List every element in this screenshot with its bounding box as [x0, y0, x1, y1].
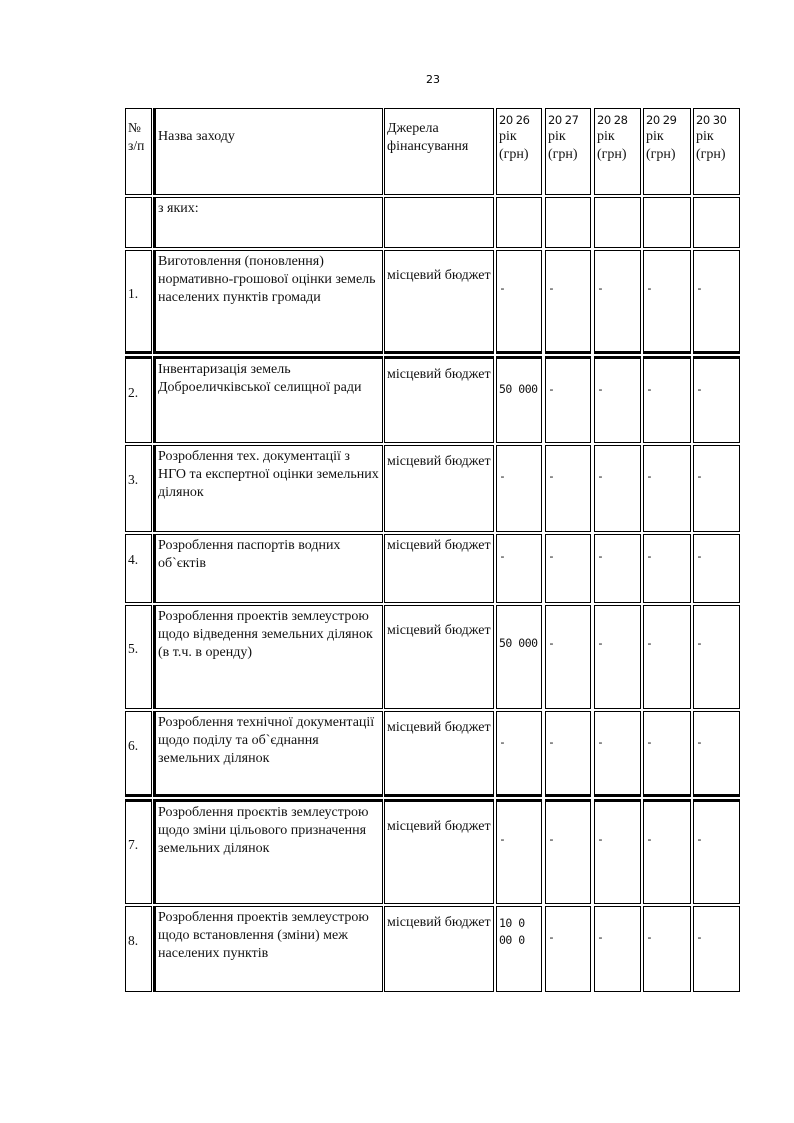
header-year-label: 20 26	[499, 113, 530, 127]
row-value: -	[548, 549, 555, 563]
row-source: місцевий бюджет	[387, 623, 491, 638]
row-value-cell	[545, 356, 591, 443]
row-value: -	[499, 549, 506, 563]
row-index: 5.	[128, 641, 139, 656]
row-index-cell	[125, 711, 152, 797]
header-year-label: 20 29	[646, 113, 677, 127]
row-source: місцевий бюджет	[387, 915, 491, 930]
row-value-cell	[545, 605, 591, 709]
row-name: Розроблення проектів землеустрою щодо відведення земельних ділянок (в т.ч. в оренду)	[158, 609, 373, 660]
row-value-cell	[693, 605, 740, 709]
row-name-cell	[153, 605, 383, 709]
subheader-label: з яких:	[158, 201, 199, 216]
row-value-cell	[496, 711, 542, 797]
row-value-cell	[693, 799, 740, 904]
row-value-cell	[545, 906, 591, 992]
row-name-cell	[153, 250, 383, 354]
row-value: -	[696, 281, 703, 295]
subheader-empty-cell	[693, 197, 740, 248]
row-index: 7.	[128, 837, 139, 852]
row-value: -	[597, 281, 604, 295]
row-source: місцевий бюджет	[387, 268, 491, 283]
header-year-cell	[545, 108, 591, 195]
page-number: 23	[426, 73, 440, 86]
row-value-cell	[643, 799, 691, 904]
header-year-cell	[496, 108, 542, 195]
header-name-label: Назва заходу	[158, 129, 235, 144]
row-value: -	[499, 469, 506, 483]
row-value-cell	[545, 250, 591, 354]
row-index-cell	[125, 906, 152, 992]
row-value-cell	[594, 605, 641, 709]
header-index-label: № з/п	[128, 120, 145, 153]
row-index: 2.	[128, 385, 139, 400]
row-value: -	[696, 735, 703, 749]
row-source-cell	[384, 356, 494, 443]
row-value: -	[548, 382, 555, 396]
row-value: -	[548, 636, 555, 650]
row-value-cell	[545, 445, 591, 532]
subheader-index-cell	[125, 197, 152, 248]
header-index-cell	[125, 108, 152, 195]
row-index-cell	[125, 356, 152, 443]
row-value: 10 0 00 0	[499, 916, 525, 947]
row-value-cell	[594, 534, 641, 603]
row-value: -	[548, 832, 555, 846]
header-source-cell	[384, 108, 494, 195]
row-source: місцевий бюджет	[387, 538, 491, 553]
header-year-unit-label: рік (грн)	[646, 129, 676, 162]
row-value-cell	[693, 534, 740, 603]
row-source-cell	[384, 799, 494, 904]
row-source: місцевий бюджет	[387, 454, 491, 469]
row-value-cell	[643, 605, 691, 709]
row-name: Розроблення тех. документації з НГО та експертної оцінки земельних ділянок	[158, 449, 379, 500]
row-value-cell	[545, 799, 591, 904]
row-value-cell	[643, 711, 691, 797]
row-index-cell	[125, 534, 152, 603]
subheader-empty-cell	[545, 197, 591, 248]
row-name-cell	[153, 534, 383, 603]
row-value: -	[597, 930, 604, 944]
row-value: -	[646, 549, 653, 563]
row-source-cell	[384, 250, 494, 354]
row-name: Розроблення паспортів водних об`єктів	[158, 538, 341, 571]
header-year-cell	[693, 108, 740, 195]
header-year-label: 20 27	[548, 113, 579, 127]
row-value: 50 000	[499, 382, 538, 396]
row-value: -	[597, 735, 604, 749]
row-value: -	[696, 832, 703, 846]
row-value-cell	[643, 534, 691, 603]
row-value-cell	[496, 906, 542, 992]
row-value-cell	[693, 250, 740, 354]
row-value: -	[548, 930, 555, 944]
header-year-label: 20 30	[696, 113, 727, 127]
row-index-cell	[125, 605, 152, 709]
subheader-empty-cell	[643, 197, 691, 248]
row-value: -	[646, 832, 653, 846]
row-value: -	[499, 281, 506, 295]
row-value-cell	[643, 445, 691, 532]
row-value-cell	[643, 356, 691, 443]
row-value-cell	[643, 906, 691, 992]
row-value: 50 000	[499, 636, 538, 650]
row-value: -	[696, 382, 703, 396]
row-value: -	[597, 382, 604, 396]
header-year-cell	[594, 108, 641, 195]
row-value: -	[499, 832, 506, 846]
row-source-cell	[384, 711, 494, 797]
row-value-cell	[496, 445, 542, 532]
row-source: місцевий бюджет	[387, 720, 491, 735]
row-value-cell	[496, 534, 542, 603]
row-name: Розроблення проектів землеустрою щодо встановлення (зміни) меж населених пунктів	[158, 910, 369, 961]
row-value-cell	[545, 534, 591, 603]
header-year-label: 20 28	[597, 113, 628, 127]
row-value-cell	[496, 799, 542, 904]
header-year-unit-label: рік (грн)	[499, 129, 529, 162]
row-index: 3.	[128, 472, 139, 487]
row-value: -	[548, 735, 555, 749]
row-value-cell	[594, 445, 641, 532]
subheader-empty-cell	[384, 197, 494, 248]
row-value-cell	[693, 356, 740, 443]
subheader-empty-cell	[496, 197, 542, 248]
row-value: -	[696, 469, 703, 483]
row-source-cell	[384, 534, 494, 603]
row-index-cell	[125, 799, 152, 904]
header-source-label: Джерела фінансування	[387, 121, 469, 154]
header-year-unit-label: рік (грн)	[696, 129, 726, 162]
subheader-name-cell	[153, 197, 383, 248]
row-index: 6.	[128, 738, 139, 753]
row-name-cell	[153, 906, 383, 992]
row-value: -	[597, 549, 604, 563]
row-value: -	[548, 281, 555, 295]
row-value: -	[696, 549, 703, 563]
row-source: місцевий бюджет	[387, 367, 491, 382]
header-year-cell	[643, 108, 691, 195]
row-name-cell	[153, 445, 383, 532]
row-value: -	[597, 469, 604, 483]
row-value-cell	[594, 799, 641, 904]
row-index-cell	[125, 250, 152, 354]
row-value: -	[696, 636, 703, 650]
row-value-cell	[594, 711, 641, 797]
row-value: -	[646, 382, 653, 396]
row-value-cell	[496, 605, 542, 709]
row-index: 4.	[128, 552, 139, 567]
row-value-cell	[693, 711, 740, 797]
row-source: місцевий бюджет	[387, 819, 491, 834]
row-value-cell	[545, 711, 591, 797]
row-value: -	[646, 930, 653, 944]
row-index: 1.	[128, 286, 139, 301]
header-year-unit-label: рік (грн)	[548, 129, 578, 162]
row-name: Розроблення проєктів землеустрою щодо зміни цільового призначення земельних ділянок	[158, 805, 369, 856]
row-value-cell	[594, 356, 641, 443]
row-value: -	[646, 281, 653, 295]
row-name: Інвентаризація земель Доброеличківської селищної ради	[158, 362, 362, 395]
row-value-cell	[594, 250, 641, 354]
header-year-unit-label: рік (грн)	[597, 129, 627, 162]
row-value: -	[499, 735, 506, 749]
row-source-cell	[384, 445, 494, 532]
header-name-cell	[153, 108, 383, 195]
row-value-cell	[496, 250, 542, 354]
row-name-cell	[153, 356, 383, 443]
row-name-cell	[153, 711, 383, 797]
row-value-cell	[693, 906, 740, 992]
row-value-cell	[594, 906, 641, 992]
row-name: Розроблення технічної документації щодо поділу та об`єднання земельних ділянок	[158, 715, 375, 766]
row-source-cell	[384, 906, 494, 992]
row-value: -	[646, 735, 653, 749]
row-value: -	[548, 469, 555, 483]
row-index: 8.	[128, 933, 139, 948]
row-value: -	[696, 930, 703, 944]
row-index-cell	[125, 445, 152, 532]
subheader-empty-cell	[594, 197, 641, 248]
row-value: -	[646, 636, 653, 650]
row-value: -	[597, 636, 604, 650]
row-source-cell	[384, 605, 494, 709]
row-name: Виготовлення (поновлення) нормативно-грошової оцінки земель населених пунктів громади	[158, 254, 376, 305]
row-value-cell	[496, 356, 542, 443]
row-name-cell	[153, 799, 383, 904]
row-value: -	[646, 469, 653, 483]
row-value-cell	[693, 445, 740, 532]
row-value: -	[597, 832, 604, 846]
row-value-cell	[643, 250, 691, 354]
